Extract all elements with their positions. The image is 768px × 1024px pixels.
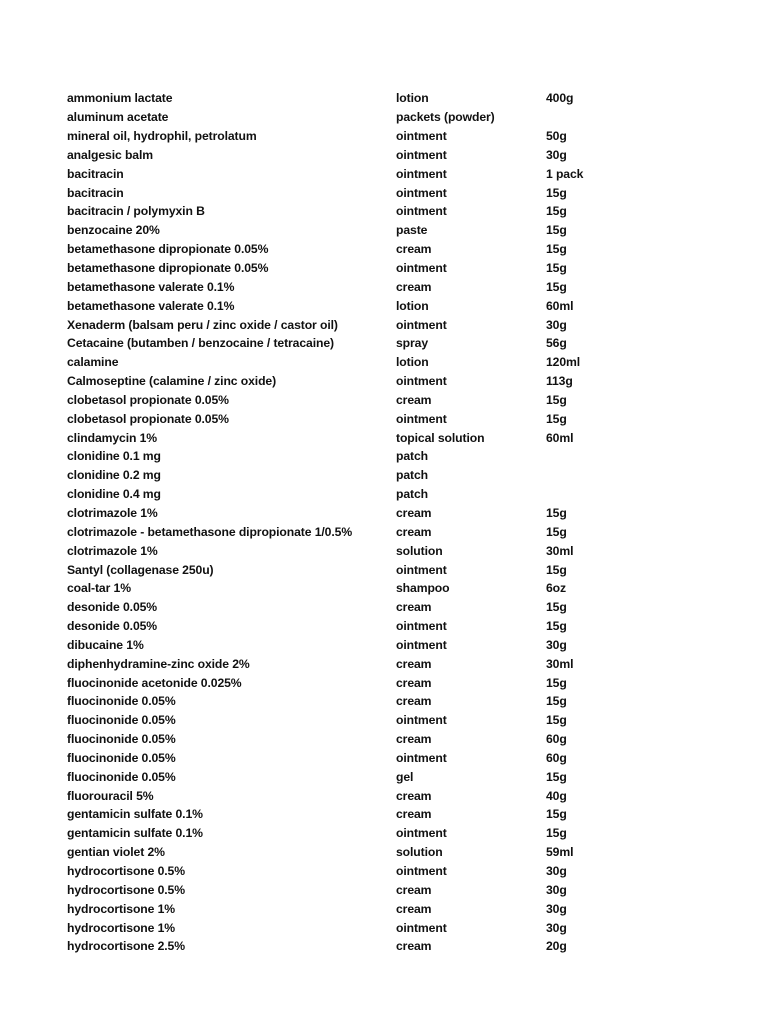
package-size-cell: 15g (546, 204, 567, 219)
medication-name-cell: bacitracin / polymyxin B (67, 204, 205, 219)
medication-name-cell: clotrimazole 1% (67, 505, 158, 520)
medication-name-cell: gentamicin sulfate 0.1% (67, 807, 203, 822)
package-size-cell: 30g (546, 882, 567, 897)
package-size-cell: 15g (546, 600, 567, 615)
medication-name-cell: bacitracin (67, 185, 124, 200)
package-size-cell: 59ml (546, 845, 574, 860)
dosage-form-cell: ointment (396, 166, 447, 181)
package-size-cell: 15g (546, 392, 567, 407)
table-row (67, 146, 707, 165)
package-size-cell: 15g (546, 524, 567, 539)
table-row (67, 918, 707, 937)
package-size-cell: 15g (546, 675, 567, 690)
medication-name-cell: betamethasone dipropionate 0.05% (67, 261, 269, 276)
table-row (67, 692, 707, 711)
table-row (67, 635, 707, 654)
dosage-form-cell: cream (396, 656, 432, 671)
medication-name-cell: gentian violet 2% (67, 845, 165, 860)
dosage-form-cell: ointment (396, 619, 447, 634)
table-row (67, 522, 707, 541)
package-size-cell: 15g (546, 261, 567, 276)
dosage-form-cell: ointment (396, 411, 447, 426)
package-size-cell: 120ml (546, 355, 581, 370)
medication-name-cell: fluocinonide 0.05% (67, 750, 176, 765)
medication-name-cell: fluocinonide 0.05% (67, 713, 176, 728)
package-size-cell: 30g (546, 920, 567, 935)
dosage-form-cell: solution (396, 845, 443, 860)
table-row (67, 843, 707, 862)
package-size-cell: 6oz (546, 581, 567, 596)
table-row (67, 541, 707, 560)
table-row (67, 108, 707, 127)
dosage-form-cell: cream (396, 675, 432, 690)
table-row (67, 428, 707, 447)
medication-name-cell: clonidine 0.4 mg (67, 487, 161, 502)
table-row (67, 598, 707, 617)
package-size-cell: 15g (546, 807, 567, 822)
medication-name-cell: clobetasol propionate 0.05% (67, 411, 229, 426)
package-size-cell: 56g (546, 336, 567, 351)
medication-name-cell: calamine (67, 355, 119, 370)
package-size-cell: 30g (546, 864, 567, 879)
dosage-form-cell: cream (396, 807, 432, 822)
medication-name-cell: mineral oil, hydrophil, petrolatum (67, 129, 257, 144)
medication-name-cell: clonidine 0.1 mg (67, 449, 161, 464)
dosage-form-cell: ointment (396, 750, 447, 765)
table-row (67, 353, 707, 372)
medication-name-cell: dibucaine 1% (67, 637, 144, 652)
table-row (67, 240, 707, 259)
medication-name-cell: Calmoseptine (calamine / zinc oxide) (67, 374, 277, 389)
package-size-cell: 15g (546, 279, 567, 294)
dosage-form-cell: ointment (396, 129, 447, 144)
package-size-cell: 15g (546, 242, 567, 257)
table-row (67, 127, 707, 146)
table-row (67, 221, 707, 240)
medication-name-cell: hydrocortisone 1% (67, 920, 176, 935)
package-size-cell: 15g (546, 826, 567, 841)
dosage-form-cell: lotion (396, 91, 429, 106)
table-row (67, 466, 707, 485)
package-size-cell: 60ml (546, 298, 574, 313)
medication-name-cell: desonide 0.05% (67, 600, 158, 615)
medication-name-cell: betamethasone dipropionate 0.05% (67, 242, 269, 257)
package-size-cell: 15g (546, 411, 567, 426)
medication-name-cell: ammonium lactate (67, 91, 173, 106)
medication-name-cell: fluocinonide acetonide 0.025% (67, 675, 242, 690)
package-size-cell: 50g (546, 129, 567, 144)
table-row (67, 296, 707, 315)
package-size-cell: 15g (546, 505, 567, 520)
dosage-form-cell: ointment (396, 185, 447, 200)
medication-name-cell: hydrocortisone 2.5% (67, 939, 185, 954)
medication-name-cell: clobetasol propionate 0.05% (67, 392, 229, 407)
dosage-form-cell: ointment (396, 147, 447, 162)
medication-name-cell: clotrimazole 1% (67, 543, 158, 558)
medication-name-cell: Santyl (collagenase 250u) (67, 562, 214, 577)
medication-name-cell: coal-tar 1% (67, 581, 131, 596)
medication-name-cell: hydrocortisone 0.5% (67, 882, 185, 897)
dosage-form-cell: cream (396, 901, 432, 916)
package-size-cell: 15g (546, 713, 567, 728)
dosage-form-cell: patch (396, 449, 429, 464)
package-size-cell: 30ml (546, 656, 574, 671)
package-size-cell: 60g (546, 750, 567, 765)
package-size-cell: 30g (546, 147, 567, 162)
dosage-form-cell: ointment (396, 317, 447, 332)
medication-name-cell: hydrocortisone 1% (67, 901, 176, 916)
table-row (67, 89, 707, 108)
table-row (67, 617, 707, 636)
dosage-form-cell: cream (396, 524, 432, 539)
table-row (67, 409, 707, 428)
dosage-form-cell: cream (396, 882, 432, 897)
dosage-form-cell: shampoo (396, 581, 450, 596)
medication-name-cell: desonide 0.05% (67, 619, 158, 634)
medication-name-cell: aluminum acetate (67, 110, 169, 125)
table-row (67, 767, 707, 786)
table-row (67, 579, 707, 598)
table-row (67, 560, 707, 579)
table-row (67, 202, 707, 221)
medication-name-cell: betamethasone valerate 0.1% (67, 298, 235, 313)
dosage-form-cell: cream (396, 939, 432, 954)
table-row (67, 862, 707, 881)
table-row (67, 315, 707, 334)
package-size-cell: 40g (546, 788, 567, 803)
dosage-form-cell: patch (396, 468, 429, 483)
dosage-form-cell: ointment (396, 920, 447, 935)
table-row (67, 485, 707, 504)
table-row (67, 504, 707, 523)
dosage-form-cell: cream (396, 242, 432, 257)
dosage-form-cell: cream (396, 788, 432, 803)
table-row (67, 259, 707, 278)
medication-name-cell: fluorouracil 5% (67, 788, 154, 803)
dosage-form-cell: cream (396, 279, 432, 294)
table-row (67, 899, 707, 918)
medication-name-cell: fluocinonide 0.05% (67, 694, 176, 709)
medication-name-cell: fluocinonide 0.05% (67, 769, 176, 784)
medication-name-cell: benzocaine 20% (67, 223, 160, 238)
package-size-cell: 1 pack (546, 166, 584, 181)
medication-name-cell: clindamycin 1% (67, 430, 158, 445)
package-size-cell: 400g (546, 91, 574, 106)
table-row (67, 673, 707, 692)
medication-table (67, 89, 707, 956)
package-size-cell: 60ml (546, 430, 574, 445)
table-row (67, 334, 707, 353)
dosage-form-cell: solution (396, 543, 443, 558)
medication-name-cell: analgesic balm (67, 147, 153, 162)
dosage-form-cell: cream (396, 600, 432, 615)
table-row (67, 880, 707, 899)
table-row (67, 824, 707, 843)
table-row (67, 654, 707, 673)
medication-name-cell: betamethasone valerate 0.1% (67, 279, 235, 294)
dosage-form-cell: spray (396, 336, 429, 351)
table-row (67, 730, 707, 749)
medication-name-cell: fluocinonide 0.05% (67, 732, 176, 747)
table-row (67, 183, 707, 202)
dosage-form-cell: topical solution (396, 430, 485, 445)
dosage-form-cell: paste (396, 223, 428, 238)
package-size-cell: 15g (546, 562, 567, 577)
dosage-form-cell: packets (powder) (396, 110, 495, 125)
package-size-cell: 30g (546, 901, 567, 916)
table-row (67, 447, 707, 466)
package-size-cell: 30g (546, 637, 567, 652)
dosage-form-cell: ointment (396, 562, 447, 577)
table-row (67, 786, 707, 805)
package-size-cell: 30ml (546, 543, 574, 558)
dosage-form-cell: ointment (396, 637, 447, 652)
medication-name-cell: diphenhydramine-zinc oxide 2% (67, 656, 250, 671)
dosage-form-cell: patch (396, 487, 429, 502)
package-size-cell: 15g (546, 694, 567, 709)
dosage-form-cell: ointment (396, 261, 447, 276)
package-size-cell: 15g (546, 223, 567, 238)
table-row (67, 805, 707, 824)
dosage-form-cell: ointment (396, 826, 447, 841)
dosage-form-cell: ointment (396, 374, 447, 389)
dosage-form-cell: ointment (396, 713, 447, 728)
medication-name-cell: clonidine 0.2 mg (67, 468, 161, 483)
dosage-form-cell: cream (396, 732, 432, 747)
package-size-cell: 113g (546, 374, 573, 389)
medication-name-cell: Xenaderm (balsam peru / zinc oxide / castor oil) (67, 317, 338, 332)
medication-name-cell: hydrocortisone 0.5% (67, 864, 185, 879)
medication-name-cell: Cetacaine (butamben / benzocaine / tetracaine) (67, 336, 334, 351)
package-size-cell: 15g (546, 619, 567, 634)
package-size-cell: 15g (546, 185, 567, 200)
table-row (67, 372, 707, 391)
medication-name-cell: bacitracin (67, 166, 124, 181)
dosage-form-cell: gel (396, 769, 414, 784)
table-row (67, 937, 707, 956)
dosage-form-cell: ointment (396, 864, 447, 879)
dosage-form-cell: lotion (396, 355, 429, 370)
dosage-form-cell: cream (396, 505, 432, 520)
dosage-form-cell: ointment (396, 204, 447, 219)
table-row (67, 164, 707, 183)
table-row (67, 277, 707, 296)
dosage-form-cell: cream (396, 694, 432, 709)
table-row (67, 749, 707, 768)
medication-name-cell: clotrimazole - betamethasone dipropionate 1/0.5% (67, 524, 353, 539)
medication-name-cell: gentamicin sulfate 0.1% (67, 826, 203, 841)
dosage-form-cell: lotion (396, 298, 429, 313)
package-size-cell: 60g (546, 732, 567, 747)
table-row (67, 711, 707, 730)
package-size-cell: 15g (546, 769, 567, 784)
dosage-form-cell: cream (396, 392, 432, 407)
package-size-cell: 20g (546, 939, 567, 954)
table-row (67, 391, 707, 410)
package-size-cell: 30g (546, 317, 567, 332)
